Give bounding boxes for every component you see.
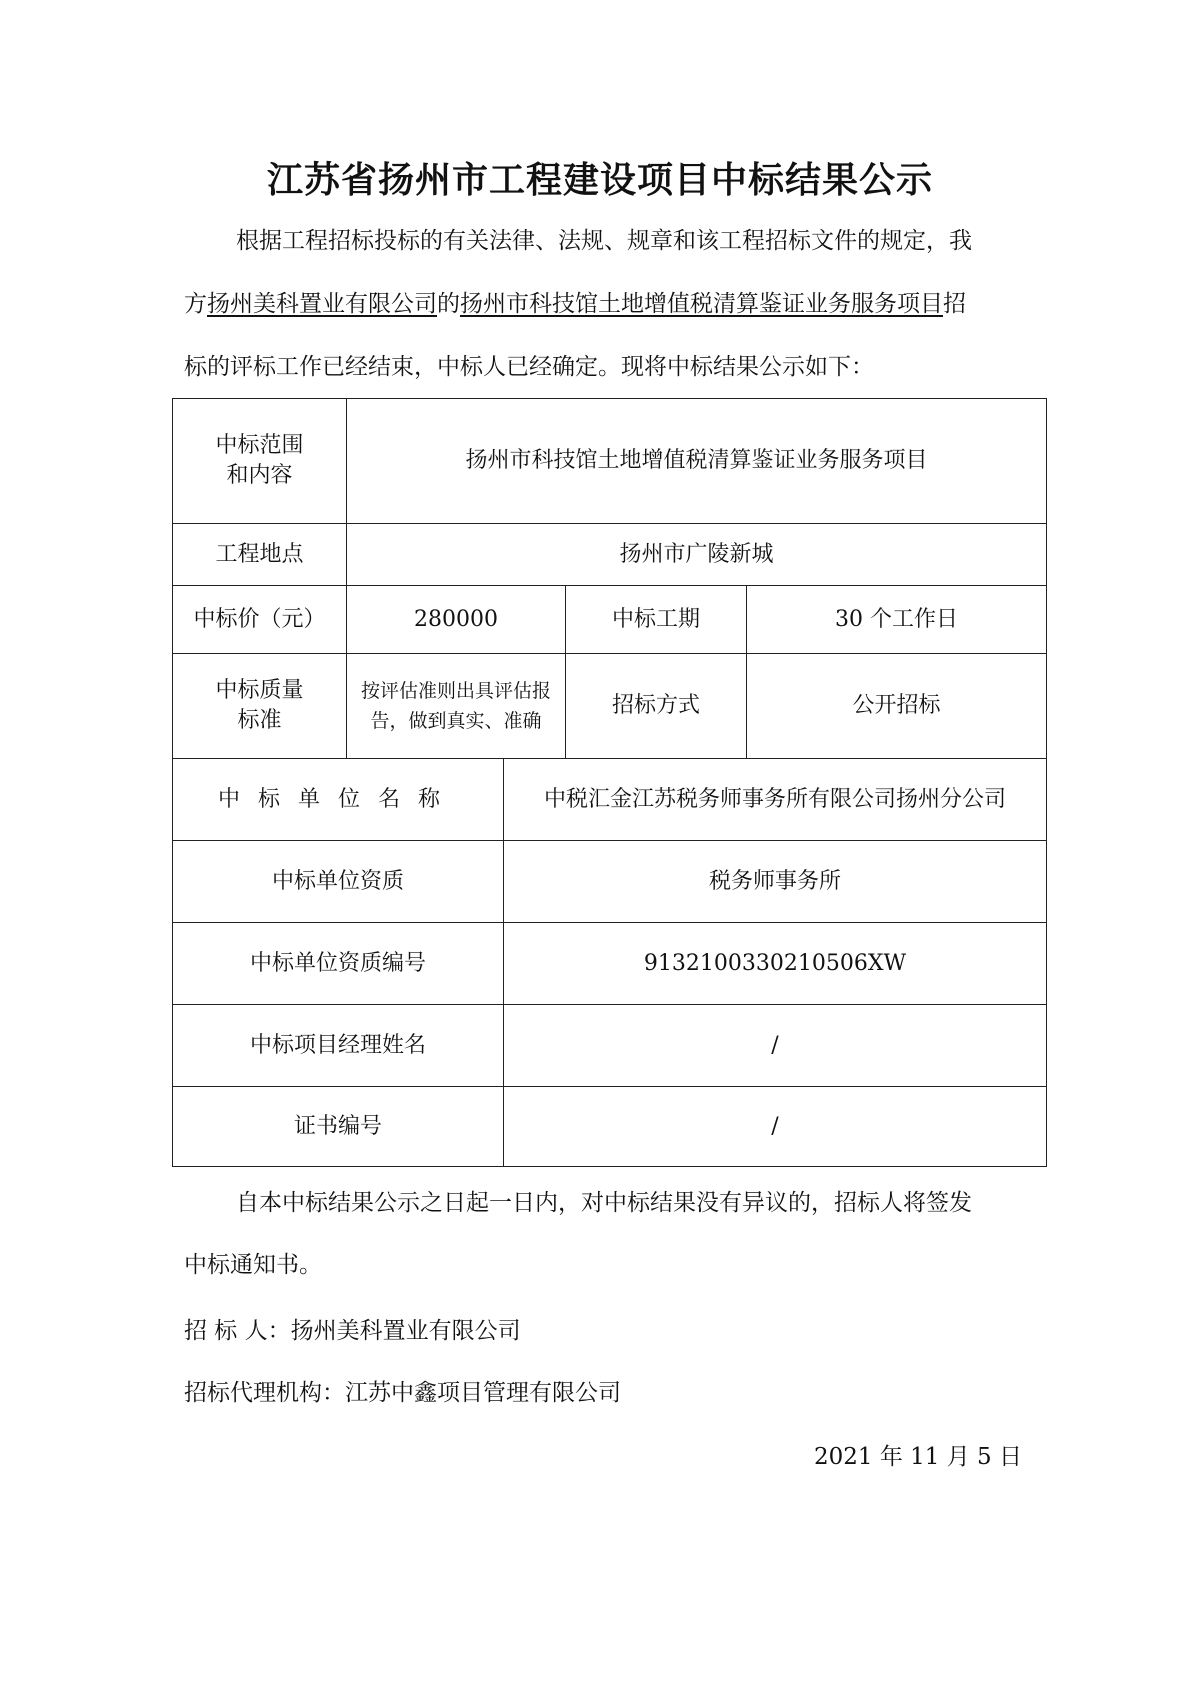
table-row <box>173 654 1047 759</box>
table-row <box>173 923 1047 1005</box>
intro-line-1: 根据工程招标投标的有关法律、法规、规章和该工程招标文件的规定，我 <box>236 228 972 254</box>
table-row <box>173 399 1047 524</box>
qualification-value: 税务师事务所 <box>504 841 1047 923</box>
intro-mid: 的 <box>437 291 460 317</box>
manager-value: / <box>504 1005 1047 1087</box>
qualification-label: 中标单位资质 <box>173 841 504 923</box>
table-row <box>173 841 1047 923</box>
winner-label: 中标单位名称 <box>173 759 504 841</box>
qualification-no-label: 中标单位资质编号 <box>173 923 504 1005</box>
price-value: 280000 <box>347 586 566 654</box>
scope-label: 中标范围 和内容 <box>173 399 347 524</box>
location-value: 扬州市广陵新城 <box>347 524 1047 586</box>
result-table <box>172 398 1047 1167</box>
method-label: 招标方式 <box>566 654 747 759</box>
location-label: 工程地点 <box>173 524 347 586</box>
tenderer-signature: 招 标 人：扬州美科置业有限公司 <box>184 1318 521 1344</box>
scope-value: 扬州市科技馆土地增值税清算鉴证业务服务项目 <box>347 399 1047 524</box>
manager-label: 中标项目经理姓名 <box>173 1005 504 1087</box>
intro-line-2 <box>184 289 966 319</box>
method-value: 公开招标 <box>747 654 1047 759</box>
cert-label: 证书编号 <box>173 1087 504 1167</box>
page-title: 江苏省扬州市工程建设项目中标结果公示 <box>266 160 933 201</box>
period-value: 30 个工作日 <box>747 586 1047 654</box>
qualification-no-value: 9132100330210506XW <box>504 923 1047 1005</box>
period-label: 中标工期 <box>566 586 747 654</box>
price-label: 中标价（元） <box>173 586 347 654</box>
signature-date: 2021 年 11 月 5 日 <box>814 1444 1022 1470</box>
table-row <box>173 759 1047 841</box>
intro-suffix: 招 <box>943 291 966 317</box>
tenderer-name-underlined: 扬州美科置业有限公司 <box>207 291 437 317</box>
closing-line-2: 中标通知书。 <box>184 1252 322 1278</box>
quality-value: 按评估准则出具评估报 告，做到真实、准确 <box>347 654 566 759</box>
quality-label: 中标质量 标准 <box>173 654 347 759</box>
closing-line-1: 自本中标结果公示之日起一日内，对中标结果没有异议的，招标人将签发 <box>236 1190 972 1216</box>
winner-value: 中税汇金江苏税务师事务所有限公司扬州分公司 <box>504 759 1047 841</box>
cert-value: / <box>504 1087 1047 1167</box>
project-name-underlined: 扬州市科技馆土地增值税清算鉴证业务服务项目 <box>460 291 943 317</box>
intro-prefix: 方 <box>184 291 207 317</box>
table-row <box>173 1005 1047 1087</box>
agency-signature: 招标代理机构：江苏中鑫项目管理有限公司 <box>184 1380 621 1406</box>
intro-line-3: 标的评标工作已经结束，中标人已经确定。现将中标结果公示如下： <box>184 354 874 380</box>
table-row <box>173 586 1047 654</box>
table-row <box>173 524 1047 586</box>
table-row <box>173 1087 1047 1167</box>
